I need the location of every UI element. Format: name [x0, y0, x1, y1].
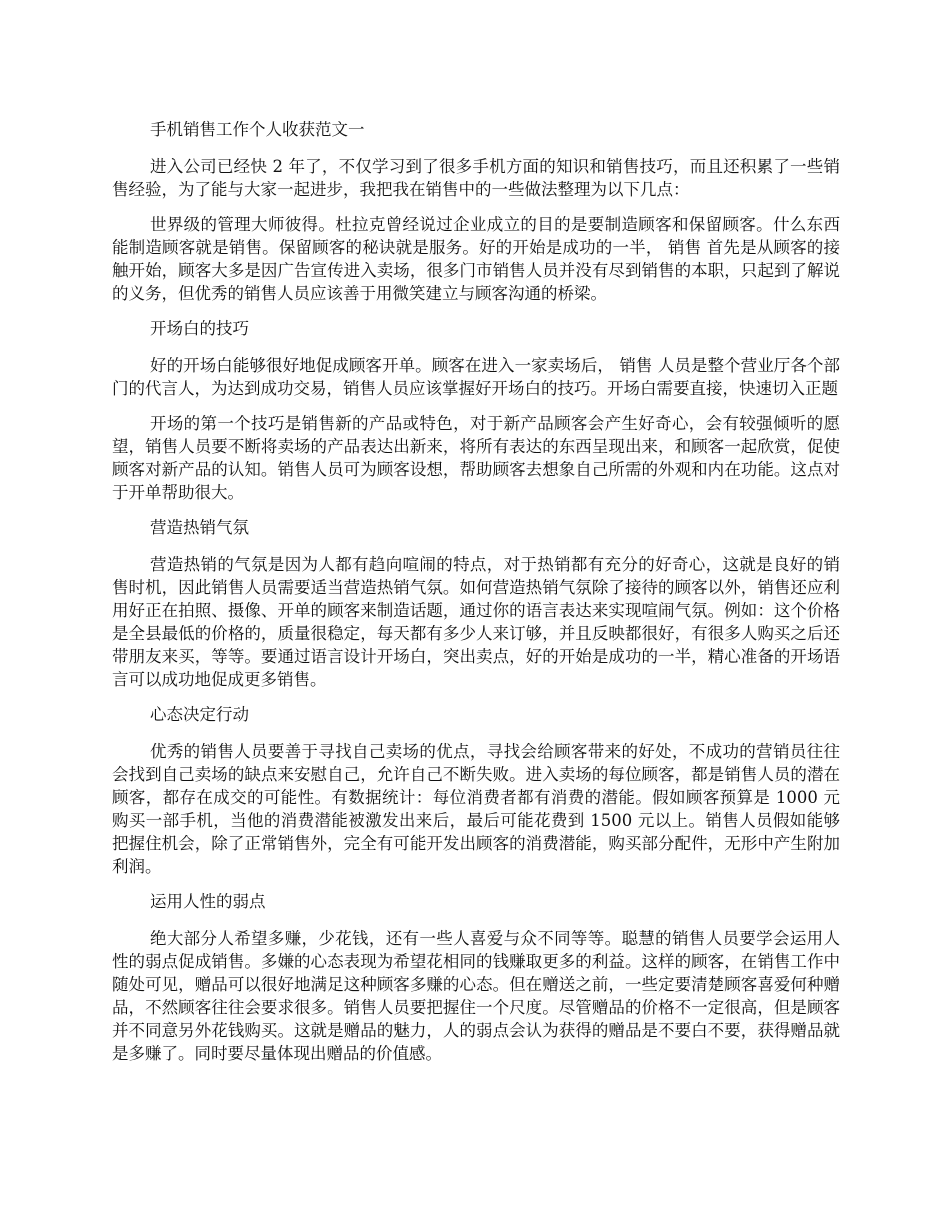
- document-title: 手机销售工作个人收获范文一: [150, 120, 365, 139]
- paragraph-intro: 进入公司已经快 2 年了，不仅学习到了很多手机方面的知识和销售技巧，而且还积累了一些销售经验，为了能与大家一起进步，我把我在销售中的一些做法整理为以下几点：: [112, 157, 840, 199]
- section-heading-atmosphere: 营造热销气氛: [150, 518, 249, 537]
- paragraph-atmosphere: 营造热销的气氛是因为人都有趋向喧闹的特点，对于热销都有充分的好奇心，这就是良好的销售时机，因此销售人员需要适当营造热销气氛。如何营造热销气氛除了接待的顾客以外，销售还应利用好正在拍照、摄像、开单的顾客来制造话题，通过你的语言表达来实现喧闹气氛。例如：这个价格是全县最低的价格的，质量很稳定，每天都有多少人来订够，并且反映都很好，有很多人购买之后还带朋友来买，等等。要通过语言设计开场白，突出卖点，好的开始是成功的一半，精心准备的开场语言可以成功地促成更多销售。: [112, 555, 840, 689]
- paragraph-weakness: 绝大部分人希望多赚，少花钱，还有一些人喜爱与众不同等等。聪慧的销售人员要学会运用人性的弱点促成销售。多嫌的心态表现为希望花相同的钱赚取更多的利益。这样的顾客，在销售工作中随处可见，赠品可以很好地满足这种顾客多赚的心态。但在赠送之前，一些定要清楚顾客喜爱何种赠品，不然顾客往往会要求很多。销售人员要把握住一个尺度。尽管赠品的价格不一定很高，但是顾客并不同意另外花钱购买。这就是赠品的魅力，人的弱点会认为获得的赠品是不要白不要，获得赠品就是多赚了。同时要尽量体现出赠品的价值感。: [112, 929, 840, 1063]
- paragraph-drucker: 世界级的管理大师彼得。杜拉克曾经说过企业成立的目的是要制造顾客和保留顾客。什么东西能制造顾客就是销售。保留顾客的秘诀就是服务。好的开始是成功的一半， 销售 首先是从顾客的接触开始，顾客大多是因广告宣传进入卖场，很多门市销售人员并没有尽到销售的本职，只起到了解说的义务，但优秀的销售人员应该善于用微笑建立与顾客沟通的桥梁。: [112, 215, 840, 303]
- paragraph-opening-1: 好的开场白能够很好地促成顾客开单。顾客在进入一家卖场后， 销售 人员是整个营业厅各个部门的代言人，为达到成功交易，销售人员应该掌握好开场白的技巧。开场白需要直接，快速切入正题: [112, 356, 840, 398]
- section-heading-mindset: 心态决定行动: [150, 705, 249, 724]
- paragraph-opening-2: 开场的第一个技巧是销售新的产品或特色，对于新产品顾客会产生好奇心，会有较强倾听的愿望，销售人员要不断将卖场的产品表达出新来，将所有表达的东西呈现出来，和顾客一起欣赏，促使顾客对新产品的认知。销售人员可为顾客设想，帮助顾客去想象自己所需的外观和内在功能。这点对于开单帮助很大。: [112, 414, 840, 502]
- section-heading-weakness: 运用人性的弱点: [150, 892, 266, 911]
- paragraph-mindset: 优秀的销售人员要善于寻找自己卖场的优点，寻找会给顾客带来的好处，不成功的营销员往往会找到自己卖场的缺点来安慰自己，允许自己不断失败。进入卖场的每位顾客，都是销售人员的潜在顾客，都存在成交的可能性。有数据统计：每位消费者都有消费的潜能。假如顾客预算是 1000 元购买一部手机，当他的消费潜能被激发出来后，最后可能花费到 1500 元以上。销售人员假如能够把握住机会，除了正常销售外，完全有可能开发出顾客的消费潜能，购买部分配件，无形中产生附加利润。: [112, 742, 840, 876]
- section-heading-opening: 开场白的技巧: [150, 319, 249, 338]
- document-body: [112, 118, 840, 1077]
